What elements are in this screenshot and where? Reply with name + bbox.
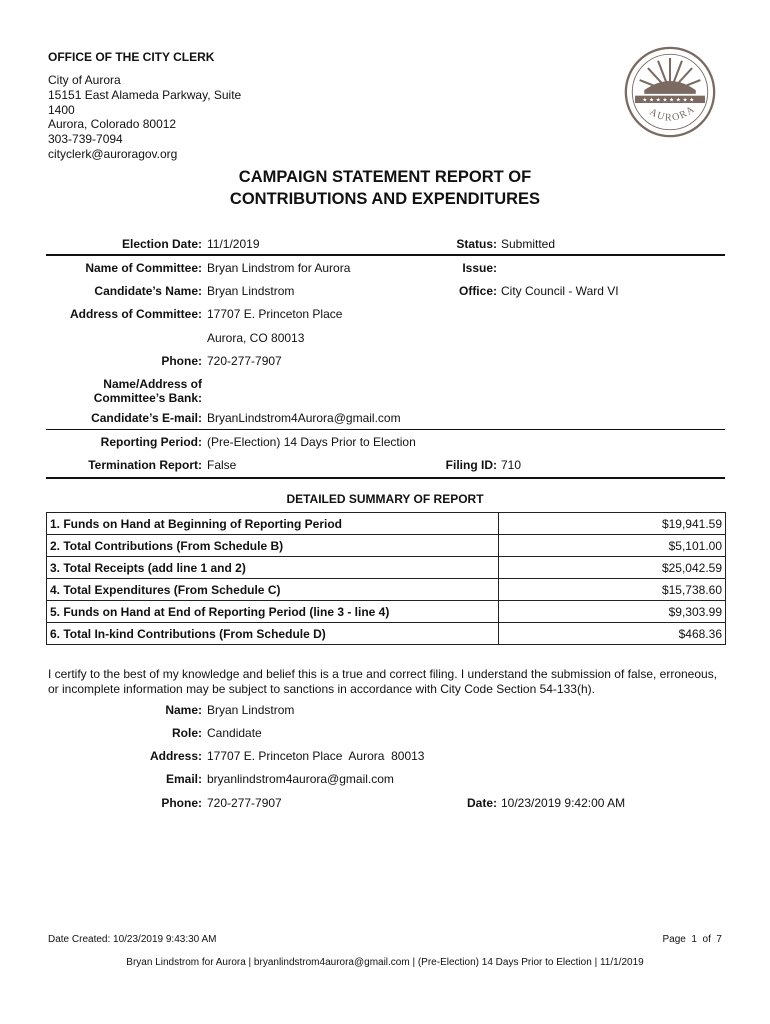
- divider: [46, 429, 725, 430]
- seal-text: AURORA: [647, 103, 698, 124]
- summary-row-amount: $468.36: [499, 623, 726, 645]
- divider: [46, 254, 725, 256]
- termination-label: Termination Report:: [88, 458, 202, 472]
- address-line: Aurora, Colorado 80012: [48, 117, 177, 132]
- city-seal-logo: [624, 46, 716, 138]
- committee-address-line1: 17707 E. Princeton Place: [207, 307, 343, 321]
- cert-date-label: Date:: [466, 796, 497, 810]
- office-address: [48, 73, 241, 162]
- summary-row-label: 3. Total Receipts (add line 1 and 2): [47, 557, 499, 579]
- address-line: 303-739-7094: [48, 132, 123, 147]
- cert-name-label: Name:: [165, 703, 202, 717]
- table-row: [47, 557, 726, 579]
- table-row: [47, 579, 726, 601]
- address-line: 15151 East Alameda Parkway, Suite: [48, 87, 242, 102]
- cert-email-value: bryanlindstrom4aurora@gmail.com: [207, 772, 394, 786]
- bank-label: [94, 377, 202, 405]
- cert-role-value: Candidate: [207, 726, 262, 740]
- date-created: Date Created: 10/23/2019 9:43:30 AM: [48, 934, 217, 945]
- cert-address-label: Address:: [149, 749, 202, 763]
- certification-text: I certify to the best of my knowledge and belief this is a true and correct filing. I understand the submission of false, erroneous, or incomplete information may be subject to sanctions in accordance with City Code Section 54-133(h).: [48, 667, 718, 696]
- issue-label: Issue:: [462, 261, 497, 275]
- office-label: Office:: [458, 284, 497, 298]
- summary-row-amount: $5,101.00: [499, 535, 726, 557]
- committee-address-label: Address of Committee:: [69, 307, 202, 321]
- bank-label-line: Committee’s Bank:: [93, 391, 202, 405]
- page-number: Page 1 of 7: [662, 934, 722, 945]
- reporting-period-value: (Pre-Election) 14 Days Prior to Election: [207, 435, 416, 449]
- svg-text:★ ★ ★ ★ ★ ★ ★ ★: ★ ★ ★ ★ ★ ★ ★ ★: [642, 97, 695, 104]
- table-row: [47, 535, 726, 557]
- summary-row-amount: $19,941.59: [499, 513, 726, 535]
- cert-date-value: 10/23/2019 9:42:00 AM: [501, 796, 626, 810]
- filing-id-value: 710: [501, 458, 522, 472]
- cert-email-label: Email:: [165, 772, 202, 786]
- candidate-name-value: Bryan Lindstrom: [207, 284, 295, 298]
- election-date-value: 11/1/2019: [207, 237, 260, 251]
- address-line: cityclerk@auroragov.org: [48, 146, 178, 161]
- summary-row-amount: $25,042.59: [499, 557, 726, 579]
- candidate-email-value: BryanLindstrom4Aurora@gmail.com: [207, 411, 401, 425]
- cert-role-label: Role:: [172, 726, 202, 740]
- filing-id-label: Filing ID:: [445, 458, 497, 472]
- cert-name-value: Bryan Lindstrom: [207, 703, 295, 717]
- phone-value: 720-277-7907: [207, 354, 282, 368]
- office-value: City Council - Ward VI: [501, 284, 619, 298]
- summary-row-label: 1. Funds on Hand at Beginning of Reporting Period: [47, 513, 499, 535]
- committee-name-label: Name of Committee:: [85, 261, 202, 275]
- bank-label-line: Name/Address of: [103, 377, 202, 391]
- status-value: Submitted: [501, 237, 556, 251]
- summary-row-amount: $9,303.99: [499, 601, 726, 623]
- table-row: [47, 623, 726, 645]
- committee-address-line2: Aurora, CO 80013: [207, 331, 305, 345]
- report-title-line: CONTRIBUTIONS AND EXPENDITURES: [229, 190, 541, 208]
- cert-phone-value: 720-277-7907: [207, 796, 282, 810]
- report-title: [0, 166, 770, 210]
- candidate-email-label: Candidate’s E-mail:: [91, 411, 202, 425]
- summary-table: [46, 512, 726, 645]
- summary-row-label: 5. Funds on Hand at End of Reporting Period (line 3 - line 4): [47, 601, 499, 623]
- phone-label: Phone:: [161, 354, 202, 368]
- termination-value: False: [207, 458, 237, 472]
- table-row: [47, 513, 726, 535]
- footer-summary: Bryan Lindstrom for Aurora | bryanlindstrom4aurora@gmail.com | (Pre-Election) 14 Days Prior to Election | 11/1/2019: [126, 957, 644, 968]
- summary-row-label: 6. Total In-kind Contributions (From Schedule D): [47, 623, 499, 645]
- summary-heading: DETAILED SUMMARY OF REPORT: [286, 492, 484, 506]
- candidate-name-label: Candidate’s Name:: [94, 284, 202, 298]
- summary-row-label: 4. Total Expenditures (From Schedule C): [47, 579, 499, 601]
- election-date-label: Election Date:: [121, 237, 202, 251]
- address-line: City of Aurora: [48, 73, 121, 87]
- summary-row-label: 2. Total Contributions (From Schedule B): [47, 535, 499, 557]
- status-label: Status:: [456, 237, 497, 251]
- table-row: [47, 601, 726, 623]
- report-title-line: CAMPAIGN STATEMENT REPORT OF: [238, 168, 532, 186]
- cert-phone-label: Phone:: [161, 796, 202, 810]
- committee-name-value: Bryan Lindstrom for Aurora: [207, 261, 351, 275]
- summary-row-amount: $15,738.60: [499, 579, 726, 601]
- reporting-period-label: Reporting Period:: [100, 435, 202, 449]
- address-line: 1400: [48, 102, 75, 117]
- divider: [46, 477, 725, 479]
- cert-address-value: 17707 E. Princeton Place Aurora 80013: [207, 749, 425, 763]
- office-title: OFFICE OF THE CITY CLERK: [48, 50, 215, 64]
